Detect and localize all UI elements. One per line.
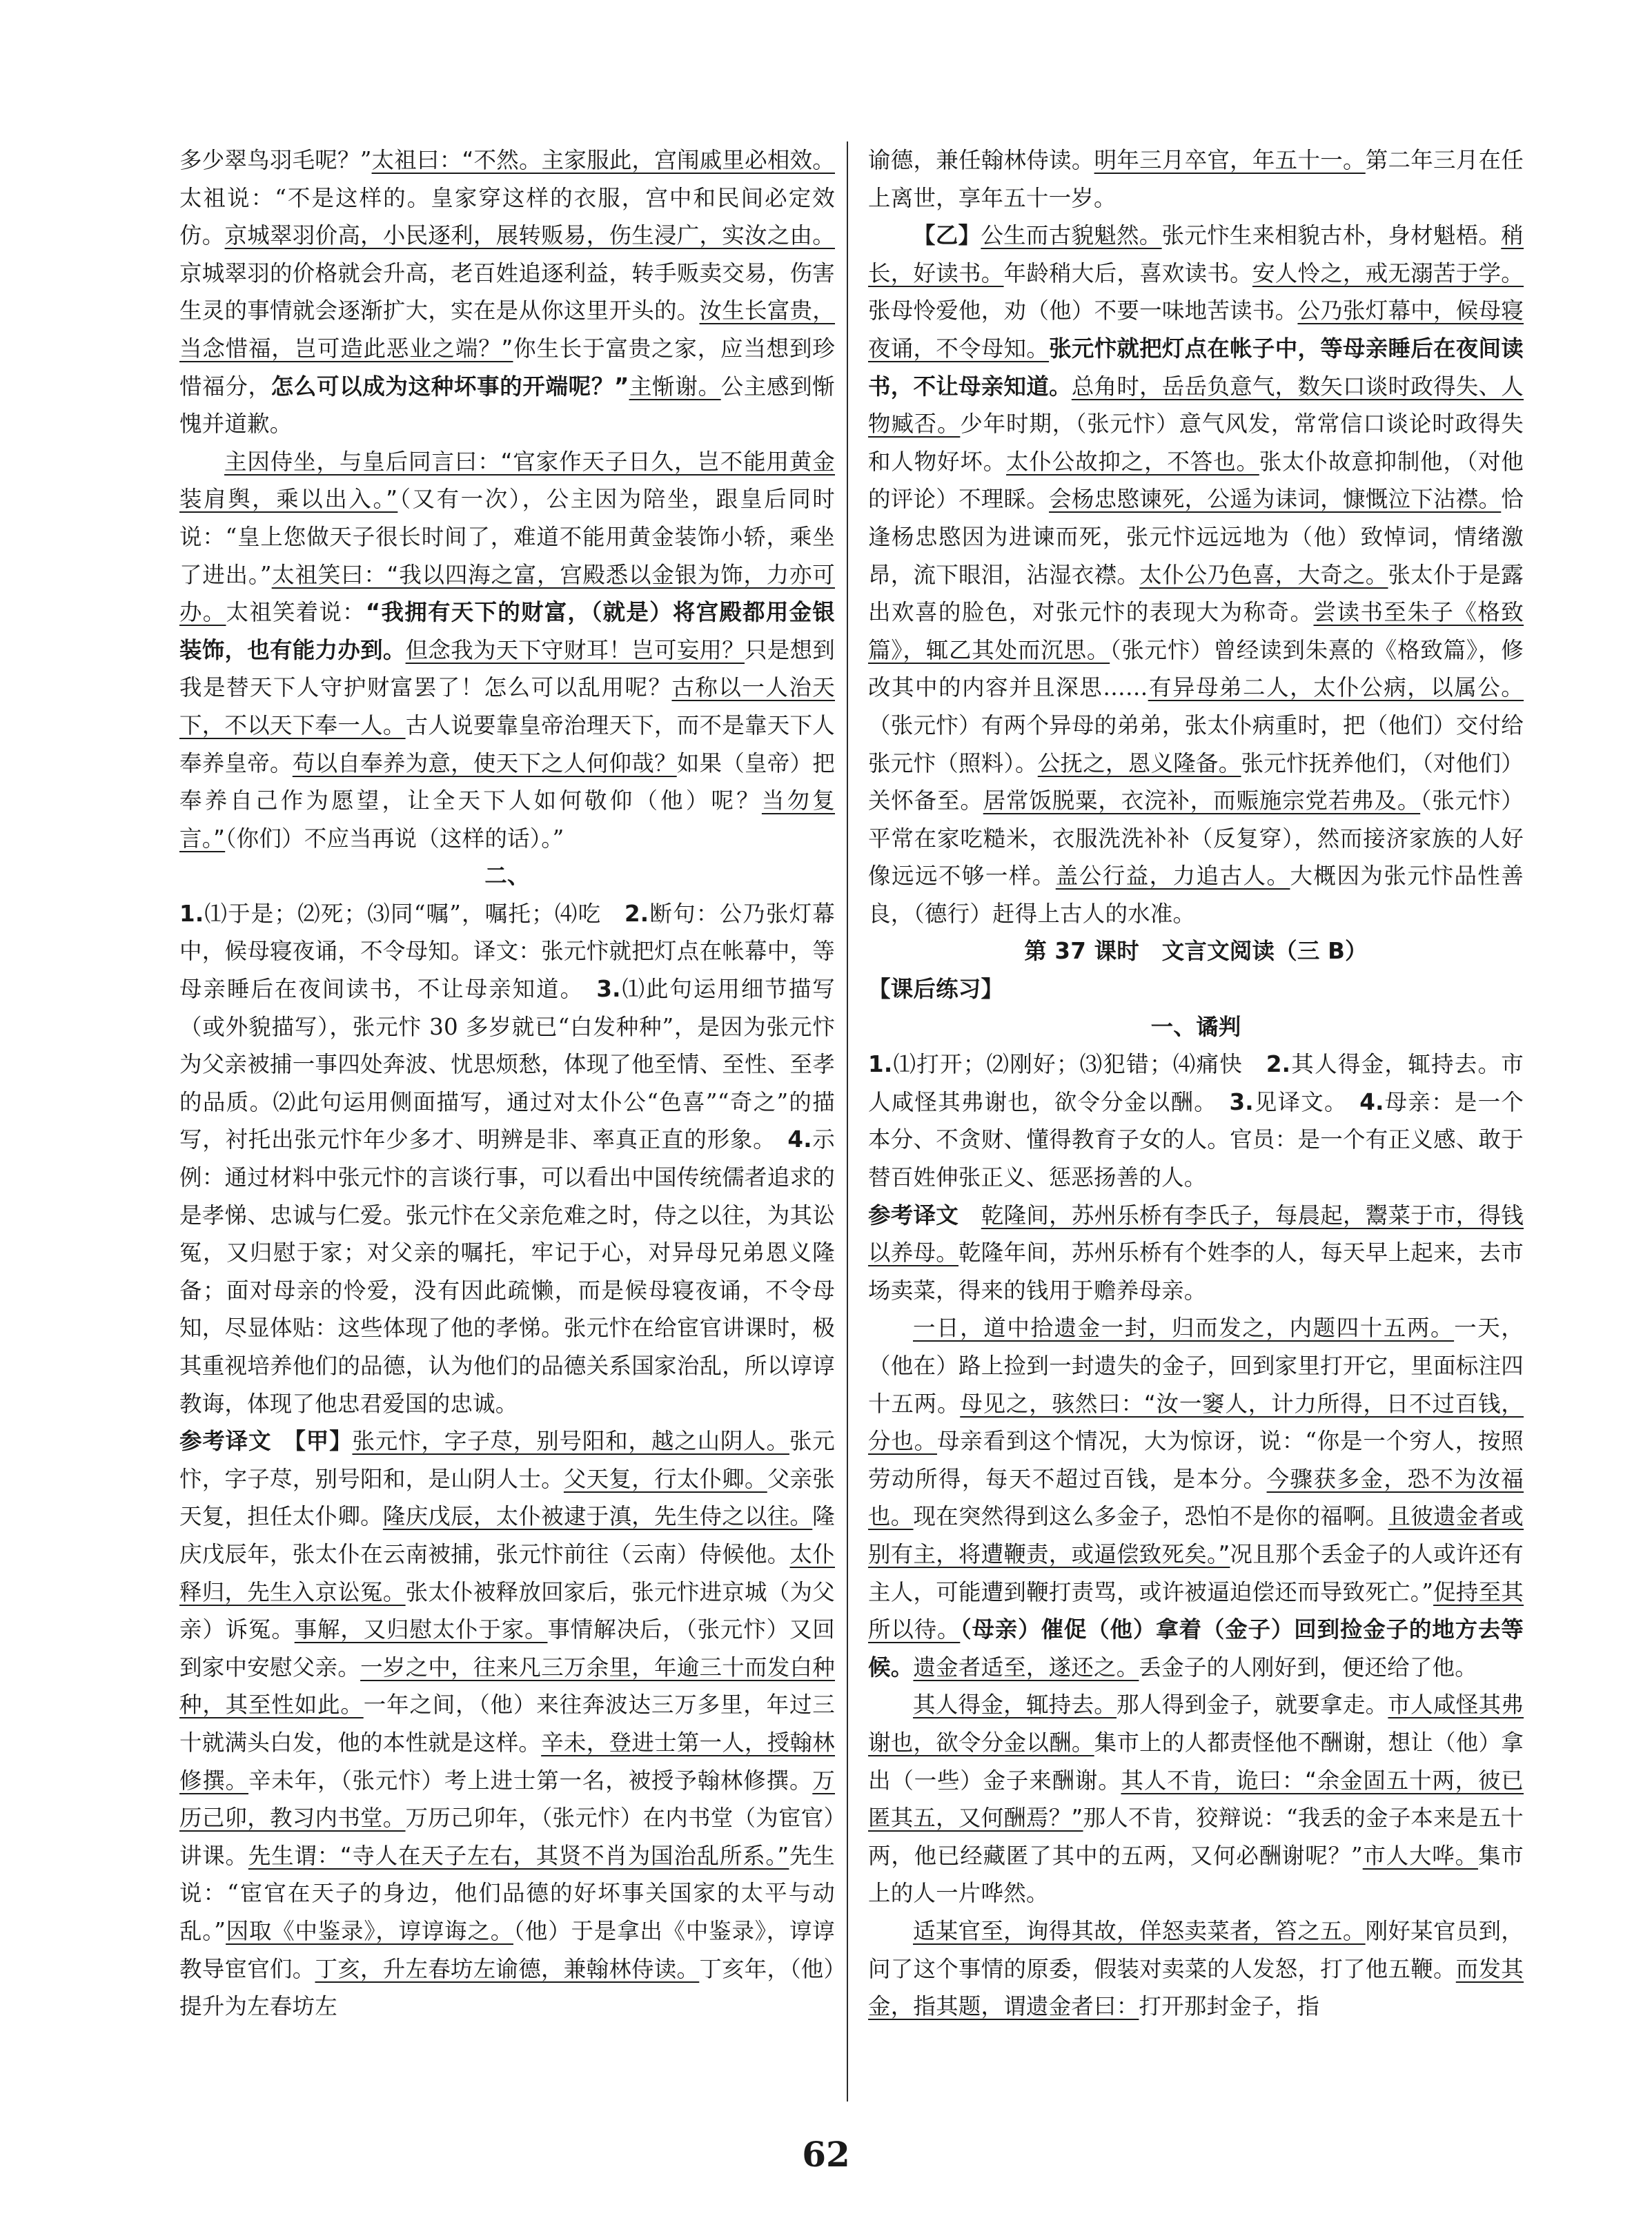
- translation-text: 只是想到我是替天下人守护财富罢了！怎么可以乱用呢？: [179, 636, 835, 701]
- right-translation-intro: [868, 1197, 1524, 1310]
- bold-text: 2.: [624, 900, 649, 927]
- translation-text: （他）于是拿出《中鉴录》，谆谆教导宦官们。: [179, 1917, 835, 1982]
- classical-text: 明年三月卒官，年五十一。: [1094, 147, 1366, 173]
- translation-text: 那人不肯，狡辩说：“我丢的金子本来是五十两，他已经藏匿了其中的五两，又何必酬谢呢？”: [868, 1805, 1524, 1869]
- translation-text: 少年时期，（张元忭）意气风发，常常信口谈论时政得失和人物好坏。: [868, 411, 1524, 475]
- translation-text: 况且那个丢金子的人或许还有主人，可能遭到鞭打责骂，或许被逼迫偿还而导致死亡。”: [868, 1540, 1524, 1605]
- translation-text: 那人得到金子，就要拿走。: [1117, 1692, 1388, 1718]
- right-para-1: [868, 141, 1524, 217]
- bold-text: 1.: [179, 900, 204, 927]
- classical-text: 事解，又归慰太仆于家。: [294, 1616, 548, 1643]
- translation-text: 多少翠鸟羽毛呢？”: [179, 147, 372, 173]
- translation-text: （张元忭）曾经读到朱熹的《格致篇》，修改其中的内容并且深思……: [868, 636, 1524, 701]
- translation-text: 京城翠羽的价格就会升高，老百姓追逐利益，转手贩卖交易，伤害生灵的事情就会逐渐扩大，实在是从你这里开头的。: [179, 259, 835, 324]
- translation-text: 打开那封金子，指: [1139, 1993, 1320, 2020]
- classical-text: 先生谓：“寺人在天子左右，其贤不肖为国治乱所系。”: [248, 1842, 789, 1869]
- classical-text: 遗金者适至，遂还之。: [913, 1654, 1139, 1681]
- classical-text: 有异母弟二人，太仆公病，以属公。: [1148, 674, 1524, 701]
- classical-text: 丁亥，升左春坊左谕德，兼翰林侍读。: [315, 1955, 700, 1982]
- classical-text: 公乃张灯幕中，候母寝夜诵，不令母知。: [868, 297, 1524, 362]
- classical-text: 苟以自奉养为意，使天下之人何仰哉？: [292, 750, 677, 776]
- bold-text: 3.: [1229, 1088, 1254, 1115]
- classical-text: 尝读书至朱子《格致篇》，辄乙其处而沉思。: [868, 599, 1524, 663]
- classical-text: 母见之，骇然曰：“汝一窭人，计力所得，日不过百钱，分也。: [868, 1390, 1524, 1455]
- translation-text: 见译文。: [1253, 1088, 1360, 1115]
- bold-text: 4.: [787, 1126, 812, 1153]
- translation-text: 丁亥年，（他）提升为左春坊左: [179, 1955, 836, 2020]
- classical-text: 安人怜之，戒无溺苦于学。: [1252, 259, 1524, 286]
- classical-text: 但念我为天下守财耳！岂可妄用？: [405, 636, 745, 663]
- classical-text: 总角时，岳岳负意气，数矢口谈时政得失、人物臧否。: [868, 373, 1524, 438]
- bold-text: 3.: [596, 976, 621, 1003]
- translation-text: 事情解决后，（张元忭）又回到家中安慰父亲。: [179, 1616, 835, 1681]
- ref-label: 参考译文: [179, 1428, 272, 1455]
- translation-text: 公主感到惭愧并道歉。: [179, 373, 835, 438]
- left-column: [179, 141, 835, 2026]
- jia-label: 【甲】: [294, 1428, 353, 1455]
- classical-text: 万历己卯，教习内书堂。: [179, 1767, 835, 1832]
- right-para-yi: [868, 217, 1524, 932]
- translation-text: 年龄稍大后，喜欢读书。: [1003, 259, 1252, 286]
- translation-text: 你生长于富贵之家，应当想到珍惜福分，: [179, 335, 835, 400]
- translation-text: 太祖笑着说：: [226, 599, 366, 626]
- translation-text: （你们）不应当再说（这样的话）。”: [225, 825, 564, 852]
- classical-text: 其人得金，辄持去。: [913, 1692, 1117, 1718]
- classical-text: 古称以一人治天下，不以天下奉一人。: [179, 674, 835, 738]
- translation-text: ⑴打开；⑵刚好；⑶犯错；⑷痛快: [892, 1051, 1266, 1078]
- classical-text: 因取《中鉴录》，谆谆诲之。: [226, 1917, 513, 1944]
- translation-text: 太祖说：“不是这样的。皇家穿这样的衣服，宫中和民间必定效仿。: [179, 184, 835, 249]
- right-para-6: [868, 1912, 1524, 2026]
- translation-text: 如果（皇帝）把奉养自己作为愿望，让全天下人如何敬仰（他）呢？: [179, 750, 835, 814]
- right-answers: [868, 1046, 1524, 1196]
- classical-text: 公生而古貌魁然。: [981, 222, 1162, 249]
- classical-text: 而发其金，指其题，谓遗金者曰：: [868, 1955, 1524, 2020]
- classical-text: 太祖曰：“不然。主家服此，宫闱戚里必相效。: [371, 147, 835, 173]
- translation-text: 张太仆于是露出欢喜的脸色，对张元忭的表现大为称奇。: [868, 561, 1524, 626]
- yi-runs: [868, 222, 1524, 927]
- classical-text: 促持至其所以待。: [868, 1578, 1524, 1643]
- translation-text: （张元忭）有两个异母的弟弟，张太仆病重时，把（他们）交付给张元忭（照料）。: [868, 712, 1524, 776]
- translation-text: 万历己卯年，（张元忭）在内书堂（为宦官）讲课。: [179, 1805, 835, 1869]
- translation-text: 丢金子的人刚好到，便还给了他。: [1139, 1654, 1477, 1681]
- translation-text: 父亲张天复，担任太仆卿。: [179, 1465, 835, 1530]
- left-translation-jia: [179, 1422, 835, 2026]
- classical-text: 一岁之中，往来凡三万余里，年逾三十而发白种种，其至性如此。: [179, 1654, 835, 1718]
- translation-text: 刚好某官员到，问了这个事情的原委，假装对卖菜的人发怒，打了他五鞭。: [868, 1917, 1524, 1982]
- left-para-2: [179, 443, 835, 858]
- classical-text: 隆庆戊辰，太仆被逮于滇，先生侍之以往。: [382, 1503, 813, 1530]
- classical-text: 市人大哗。: [1362, 1842, 1478, 1869]
- classical-text: 汝生长富贵，当念惜福，岂可造此恶业之端？”: [179, 297, 836, 362]
- translation-text: 断句：公乃张灯幕中，候母寝夜诵，不令母知。译文：张元忭就把灯点在帐幕中，等母亲睡后在夜间读书，不让母亲知道。: [179, 900, 835, 1003]
- classical-text: 一日，道中拾遗金一封，归而发之，内题四十五两。: [913, 1315, 1455, 1342]
- translation-text: ⑴于是；⑵死；⑶同“嘱”，嘱托；⑷吃: [204, 900, 625, 927]
- translation-text: 现在突然得到这么多金子，恐怕不是你的福啊。: [913, 1503, 1388, 1530]
- classical-text: 张元忭，字子荩，别号阳和，越之山阴人。: [352, 1428, 789, 1455]
- translation-text: 大概因为张元忭品性善良，（德行）赶得上古人的水准。: [868, 863, 1524, 927]
- translation-text: 集市上的人都责怪他不酬谢，想让（他）拿出（一些）金子来酬谢。: [868, 1729, 1524, 1794]
- translation-text: 张太仆被释放回家后，张元忭进京城（为父亲）诉冤。: [179, 1578, 835, 1643]
- column-divider: [847, 141, 848, 2102]
- translation-text: 恰逢杨忠愍因为进谏而死，张元忭远远地为（他）致悼词，情绪激昂，流下眼泪，沾湿衣襟。: [868, 486, 1524, 588]
- bold-text: “我拥有天下的财富，（就是）将宫殿都用金银装饰，也有能力办到。: [179, 599, 836, 663]
- translation-text: 第二年三月在任上离世，享年五十一岁。: [868, 147, 1524, 211]
- classical-text: 乾隆间，苏州乐桥有李氏子，每晨起，鬻菜于市，得钱以养母。: [868, 1202, 1524, 1266]
- classical-text: 太仆释归，先生入京讼冤。: [179, 1540, 835, 1605]
- right-column: [868, 141, 1524, 2026]
- lesson-title: 第 37 课时 文言文阅读（三 B）: [1024, 938, 1368, 965]
- practice-label: 【课后练习】: [868, 976, 1004, 1003]
- translation-text: 一年之间，（他）来往奔波达三万多里，年过三十就满头白发，他的本性就是这样。: [179, 1692, 835, 1756]
- translation-text: 其人得金，辄持去。市人咸怪其弗谢也，欲令分金以酬。: [868, 1051, 1524, 1115]
- classical-text: 其人不肯，诡曰：“余金固五十两，彼已匿其五，又何酬焉？”: [868, 1767, 1524, 1832]
- translation-text: 隆庆戊辰年，张太仆在云南被捕，张元忭前往（云南）侍候他。: [179, 1503, 835, 1567]
- classical-text: 主因侍坐，与皇后同言曰：“官家作天子日久，岂不能用黄金装肩舆，乘以出入。”: [179, 448, 835, 513]
- translation-text: 古人说要靠皇帝治理天下，而不是靠天下人奉养皇帝。: [179, 712, 835, 776]
- classical-text: 太仆公故抑之，不答也。: [1006, 448, 1259, 475]
- translation-text: 张元忭抚养他们，（对他们）关怀备至。: [868, 750, 1524, 814]
- classical-text: 居常饭脱粟，衣浣补，而赈施宗党若弗及。: [983, 787, 1421, 814]
- classical-text: 太祖笑曰：“我以四海之富，宫殿悉以金银为饰，力亦可办。: [179, 561, 835, 626]
- translation-text: 张元忭，字子荩，别号阳和，是山阴人士。: [179, 1428, 835, 1492]
- translation-text: ⑴此句运用细节描写（或外貌描写），张元忭 30 多岁就已“白发种种”，是因为张元忭为父亲被捕一事四处奔波、忧思烦愁，体现了他至情、至性、至孝的品质。⑵此句运用侧面描写，通过对太仆公“色喜”“奇之”的描写，衬托出张元忭年少多才、明辨是非、率真正直的形象。: [179, 976, 835, 1153]
- jia-runs: [179, 1428, 835, 2019]
- bold-text: 张元忭就把灯点在帐子中，等母亲睡后在夜间读书，不让母亲知道。: [868, 335, 1524, 400]
- right-para-5: [868, 1686, 1524, 1912]
- translation-text: 一天，（他在）路上捡到一封遗失的金子，回到家里打开它，里面标注四十五两。: [868, 1315, 1524, 1417]
- bold-text: 1.: [868, 1051, 893, 1078]
- translation-text: （张元忭）平常在家吃糙米，衣服洗洗补补（反复穿），然而接济家族的人好像远远不够一样。: [868, 787, 1524, 890]
- translation-text: 先生说：“宦官在天子的身边，他们品德的好坏事关国家的太平与动乱。”: [179, 1842, 835, 1944]
- translation-text: 示例：通过材料中张元忭的言谈行事，可以看出中国传统儒者追求的是孝悌、忠诚与仁爱。张元忭在父亲危难之时，侍之以往，为其讼冤，又归慰于家；对父亲的嘱托，牢记于心，对异母兄弟恩义隆备；面对母亲的怜爱，没有因此疏懒，而是候母寝夜诵，不令母知，尽显体贴：这些体现了他的孝悌。张元忭在给宦官讲课时，极其重视培养他们的品德，认为他们的品德关系国家治乱，所以谆谆教诲，体现了他忠君爱国的忠诚。: [179, 1126, 835, 1417]
- left-para-1: [179, 141, 835, 443]
- translation-text: 母亲：是一个本分、不贪财、懂得教育子女的人。官员：是一个有正义感、敢于替百姓伸张正义、惩恶扬善的人。: [868, 1088, 1524, 1191]
- right-para-4: [868, 1309, 1524, 1686]
- intro-runs: [868, 1202, 1524, 1304]
- classical-text: 且彼遗金者或别有主，将遭鞭责，或逼偿致死矣。”: [868, 1503, 1524, 1567]
- page-number: 62: [802, 2134, 850, 2175]
- bold-text: 怎么可以成为这种坏事的开端呢？”: [271, 373, 629, 400]
- translation-text: 张元忭生来相貌古朴，身材魁梧。: [1161, 222, 1502, 249]
- translation-text: 谕德，兼任翰林侍读。: [868, 147, 1094, 173]
- left-answers: [179, 895, 835, 1422]
- bold-text: 4.: [1359, 1088, 1384, 1115]
- translation-text: 张母怜爱他，劝（他）不要一味地苦读书。: [868, 297, 1298, 324]
- classical-text: 公抚之，恩义隆备。: [1037, 750, 1241, 776]
- classical-text: 会杨忠愍谏死，公遥为诔词，慷慨泣下沾襟。: [1049, 486, 1502, 513]
- classical-text: 适某官至，询得其故，佯怒卖菜者，笞之五。: [913, 1917, 1366, 1944]
- classical-text: 市人咸怪其弗谢也，欲令分金以酬。: [868, 1692, 1524, 1756]
- translation-text: （又有一次），公主因为陪坐，跟皇后同时说：“皇上您做天子很长时间了，难道不能用黄金装饰小轿，乘坐了进出。”: [179, 486, 835, 588]
- classical-text: 辛未，登进士第一人，授翰林修撰。: [179, 1729, 835, 1794]
- classical-text: 主惭谢。: [629, 373, 721, 400]
- translation-text: 母亲看到这个情况，大为惊讶，说：“你是一个穷人，按照劳动所得，每天不超过百钱，是本分。: [868, 1428, 1524, 1492]
- classical-text: 今骤获多金，恐不为汝福也。: [868, 1465, 1524, 1530]
- translation-text: 乾隆年间，苏州乐桥有个姓李的人，每天早上起来，去市场卖菜，得来的钱用于赡养母亲。: [868, 1240, 1524, 1304]
- classical-text: 当勿复言。”: [179, 787, 835, 852]
- translation-text: 辛未年，（张元忭）考上进士第一名，被授予翰林修撰。: [248, 1767, 813, 1794]
- translation-text: 集市上的人一片哗然。: [868, 1842, 1524, 1907]
- classical-text: 父天复，行太仆卿。: [563, 1465, 767, 1492]
- bold-text: （母亲）催促（他）拿着（金子）回到捡金子的地方去等候。: [868, 1616, 1524, 1681]
- classical-text: 稍长，好读书。: [868, 222, 1524, 286]
- translation-text: 张太仆故意抑制他，（对他的评论）不理睬。: [868, 448, 1524, 513]
- classical-text: 京城翠羽价高，小民逐利，展转贩易，伤生浸广，实汝之由。: [224, 222, 835, 249]
- ref-label-2: 参考译文: [868, 1202, 959, 1228]
- section-1-title: 一、谲判: [1150, 1013, 1241, 1040]
- yi-label: 【乙】: [913, 222, 981, 249]
- classical-text: 太仆公乃色喜，大奇之。: [1139, 561, 1388, 588]
- section-2-title: 二、: [484, 863, 530, 890]
- bold-text: 2.: [1266, 1051, 1291, 1078]
- classical-text: 盖公行益，力追古人。: [1055, 863, 1290, 890]
